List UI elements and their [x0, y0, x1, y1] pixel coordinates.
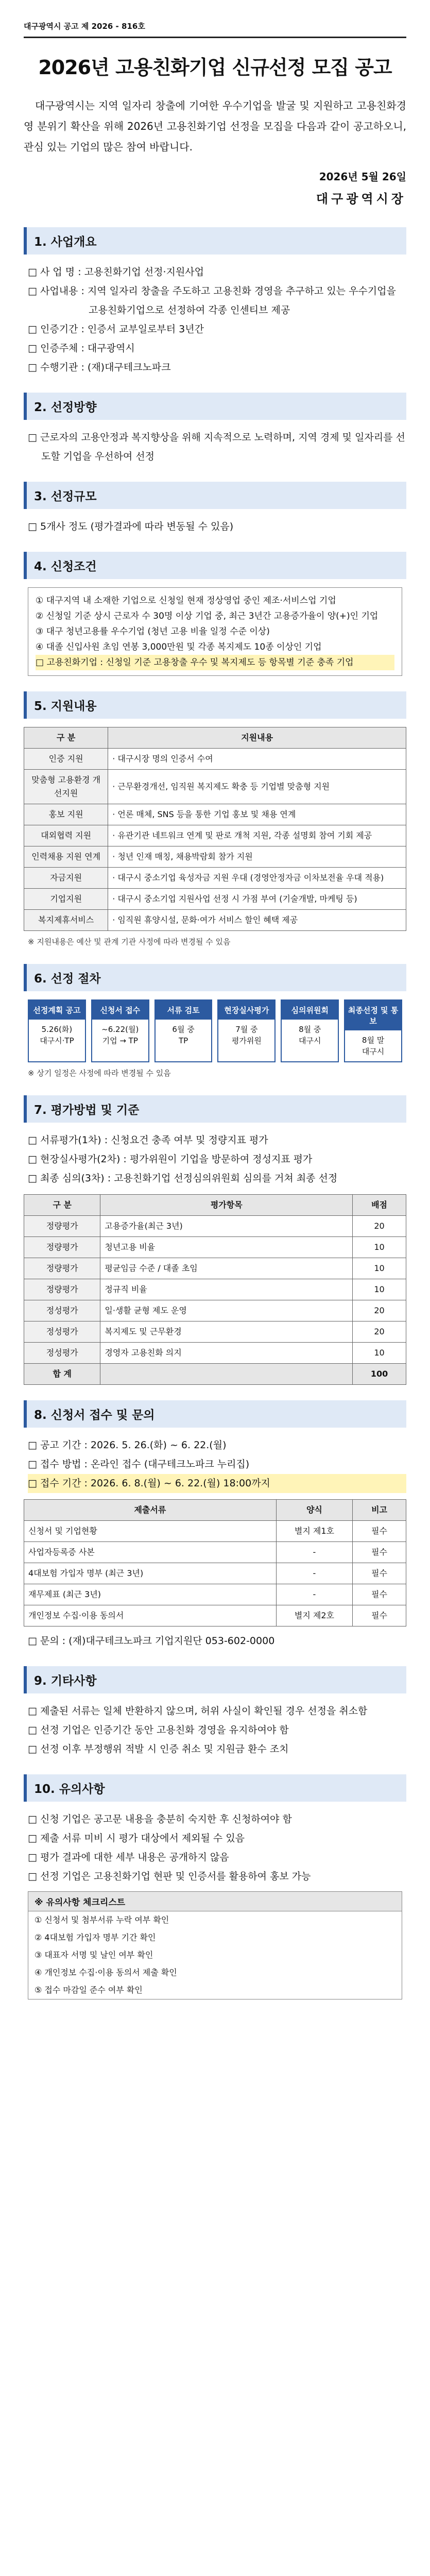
overview-key: □ 인증기간 [28, 324, 78, 335]
support-type: 인증 지원 [24, 749, 108, 770]
section-heading-support: 5. 지원내용 [24, 691, 406, 719]
eval-group: 정량평가 [24, 1258, 100, 1279]
doc-note: 필수 [353, 1563, 406, 1584]
table-row [24, 1521, 406, 1542]
checklist-item: ③ 대표자 서명 및 날인 여부 확인 [35, 1950, 153, 1960]
doc-note: 필수 [353, 1605, 406, 1626]
section-heading-conditions: 4. 신청조건 [24, 552, 406, 579]
procedure-step [344, 999, 402, 1062]
overview-value: : 지역 일자리 창출을 주도하고 고용친화 경영을 추구하고 있는 우수기업을 고용친화기업으로 선정하여 각종 인센티브 제공 [81, 285, 396, 316]
procedure-flow [28, 999, 402, 1062]
support-type: 기업지원 [24, 889, 108, 910]
condition-item: ② 신청일 기준 상시 근로자 수 30명 이상 기업 중, 최근 3년간 고용증가율이 양(+)인 기업 [36, 611, 379, 621]
section-heading-cautions: 10. 유의사항 [24, 1774, 406, 1802]
caution-item: □ 신청 기업은 공고문 내용을 충분히 숙지한 후 신청하여야 함 [28, 1814, 292, 1825]
support-detail: · 언론 매체, SNS 등을 통한 기업 홍보 및 채용 연계 [108, 804, 406, 825]
table-header-cell: 지원내용 [108, 727, 406, 749]
support-type: 맞춤형 고용환경 개선지원 [24, 770, 108, 804]
eval-item: 복지제도 및 근무환경 [100, 1321, 353, 1343]
notice-number: 대구광역시 공고 제 2026 - 816호 [24, 21, 406, 38]
checklist-item: ① 신청서 및 첨부서류 누락 여부 확인 [35, 1915, 169, 1925]
doc-form: - [276, 1563, 352, 1584]
total-score: 100 [353, 1364, 406, 1385]
table-row [24, 846, 406, 868]
eval-group: 정량평가 [24, 1279, 100, 1300]
step-title: 서류 검토 [156, 1001, 212, 1020]
contact-info: □ 문의 : (재)대구테크노파크 기업지원단 053-602-0000 [28, 1635, 275, 1647]
support-detail: · 근무환경개선, 임직원 복지제도 확충 등 기업별 맞춤형 지원 [108, 770, 406, 804]
etc-item: □ 선정 이후 부정행위 적발 시 인증 취소 및 지원금 환수 조치 [28, 1743, 289, 1755]
eval-item: 정규직 비율 [100, 1279, 353, 1300]
section-heading-direction: 2. 선정방향 [24, 393, 406, 420]
eval-score: 10 [353, 1343, 406, 1364]
table-row [24, 1605, 406, 1626]
doc-note: 필수 [353, 1584, 406, 1605]
support-detail: · 청년 인재 매칭, 채용박람회 참가 지원 [108, 846, 406, 868]
procedure-step [91, 999, 149, 1062]
condition-item: ④ 대졸 신입사원 초임 연봉 3,000만원 및 각종 복지제도 10종 이상인 기업 [36, 642, 322, 652]
support-detail: · 대구시 중소기업 육성자금 지원 우대 (경영안정자금 이차보전율 우대 적용) [108, 868, 406, 889]
table-header-cell: 제출서류 [24, 1500, 277, 1521]
eval-score: 10 [353, 1279, 406, 1300]
table-header-cell: 배점 [353, 1195, 406, 1216]
table-row [24, 1542, 406, 1563]
procedure-step [217, 999, 276, 1062]
overview-row [28, 358, 406, 377]
page-title: 2026년 고용친화기업 신규선정 모집 공고 [38, 56, 392, 79]
support-detail: · 유관기관 네트워크 연계 및 판로 개척 지원, 각종 설명회 참여 기회 제공 [108, 825, 406, 846]
eval-group: 정성평가 [24, 1300, 100, 1321]
table-row [24, 1258, 406, 1279]
overview-list [24, 263, 406, 377]
table-header-row [24, 1195, 406, 1216]
section-heading-scale: 3. 선정규모 [24, 482, 406, 509]
support-note: ※ 지원내용은 예산 및 관계 기관 사정에 따라 변경될 수 있음 [28, 937, 231, 946]
checklist-item: ④ 개인정보 수집·이용 동의서 제출 확인 [35, 1968, 177, 1977]
table-row [24, 868, 406, 889]
table-header-cell: 구 분 [24, 1195, 100, 1216]
table-row [24, 910, 406, 931]
eval-item: 경영자 고용친화 의지 [100, 1343, 353, 1364]
procedure-step [154, 999, 213, 1062]
table-row [24, 1584, 406, 1605]
step-detail: 5.26(화) 대구시·TP [40, 1025, 74, 1045]
support-type: 인력채용 지원 연계 [24, 846, 108, 868]
documents-table [24, 1499, 406, 1626]
table-row [24, 1237, 406, 1258]
doc-name: 개인정보 수집·이용 동의서 [24, 1605, 277, 1626]
table-row [24, 749, 406, 770]
table-header-cell: 평가항목 [100, 1195, 353, 1216]
eval-group: 정량평가 [24, 1216, 100, 1237]
table-total-row [24, 1364, 406, 1385]
overview-row [28, 263, 406, 282]
support-type: 홍보 지원 [24, 804, 108, 825]
support-detail: · 대구시 중소기업 지원사업 선정 시 가점 부여 (기술개발, 마케팅 등) [108, 889, 406, 910]
table-row [24, 1279, 406, 1300]
eval-group: 정성평가 [24, 1321, 100, 1343]
overview-row [28, 339, 406, 358]
caution-item: □ 평가 결과에 대한 세부 내용은 공개하지 않음 [28, 1852, 229, 1863]
checklist-item: ⑤ 접수 마감일 준수 여부 확인 [35, 1985, 143, 1995]
section-heading-evaluation: 7. 평가방법 및 기준 [24, 1095, 406, 1123]
eval-score: 10 [353, 1258, 406, 1279]
application-info: □ 공고 기간 : 2026. 5. 26.(화) ~ 6. 22.(월) [28, 1439, 227, 1451]
eval-score: 20 [353, 1216, 406, 1237]
overview-value: : (재)대구테크노파크 [81, 362, 171, 373]
caution-checklist [28, 1891, 402, 1999]
step-title: 선정계획 공고 [29, 1001, 85, 1020]
condition-item: ③ 대구 청년고용률 우수기업 (청년 고용 비율 일정 수준 이상) [36, 626, 270, 637]
step-detail: 7월 중 평가위원 [231, 1025, 262, 1045]
conditions-box [28, 587, 402, 676]
overview-row [28, 282, 406, 320]
checklist-title: ※ 유의사항 체크리스트 [28, 1892, 402, 1911]
step-title: 신청서 접수 [92, 1001, 148, 1020]
evaluation-step: □ 현장실사평가(2차) : 평가위원이 기업을 방문하여 정성지표 평가 [28, 1154, 313, 1165]
etc-item: □ 선정 기업은 인증기간 동안 고용친화 경영을 유지하여야 함 [28, 1724, 289, 1736]
application-info: □ 접수 방법 : 온라인 접수 (대구테크노파크 누리집) [28, 1459, 250, 1470]
doc-name: 신청서 및 기업현황 [24, 1521, 277, 1542]
table-row [24, 889, 406, 910]
support-type: 복지제휴서비스 [24, 910, 108, 931]
intro-paragraph: 대구광역시는 지역 일자리 창출에 기여한 우수기업을 발굴 및 지원하고 고용친화경영 분위기 확산을 위해 2026년 고용친화기업 선정을 모집을 다음과 같이 공고하오니, 관심 있는 기업의 많은 참여 바랍니다. [24, 99, 406, 153]
overview-value: : 고용친화기업 선정·지원사업 [78, 266, 204, 278]
eval-score: 20 [353, 1300, 406, 1321]
table-header-cell: 구 분 [24, 727, 108, 749]
doc-note: 필수 [353, 1521, 406, 1542]
total-empty [100, 1364, 353, 1385]
overview-key: □ 인증주체 [28, 343, 78, 354]
step-title: 최종선정 및 통보 [345, 1001, 401, 1030]
step-detail: 6월 중 TP [172, 1025, 195, 1045]
etc-item: □ 제출된 서류는 일체 반환하지 않으며, 허위 사실이 확인될 경우 선정을 취소함 [28, 1705, 368, 1717]
table-row [24, 1343, 406, 1364]
table-row [24, 804, 406, 825]
condition-item: ① 대구지역 내 소재한 기업으로 신청일 현재 정상영업 중인 제조·서비스업 기업 [36, 596, 336, 606]
doc-form: - [276, 1584, 352, 1605]
eval-item: 일·생활 균형 제도 운영 [100, 1300, 353, 1321]
overview-key: □ 사 업 명 [28, 266, 75, 278]
doc-form: 별지 제1호 [276, 1521, 352, 1542]
eval-item: 고용증가율(최근 3년) [100, 1216, 353, 1237]
checklist-item: ② 4대보험 가입자 명부 기간 확인 [35, 1933, 156, 1942]
overview-value: : 인증서 교부일로부터 3년간 [81, 324, 204, 335]
doc-name: 사업자등록증 사본 [24, 1542, 277, 1563]
table-header-row [24, 1500, 406, 1521]
support-type: 대외협력 지원 [24, 825, 108, 846]
eval-item: 평균임금 수준 / 대졸 초임 [100, 1258, 353, 1279]
eval-score: 10 [353, 1237, 406, 1258]
support-table [24, 727, 406, 931]
direction-text: □ 근로자의 고용안정과 복지향상을 위해 지속적으로 노력하며, 지역 경제 및 일자리를 선도할 기업을 우선하여 선정 [28, 432, 405, 462]
table-header-cell: 양식 [276, 1500, 352, 1521]
step-title: 현장실사평가 [218, 1001, 274, 1020]
eval-item: 청년고용 비율 [100, 1237, 353, 1258]
section-heading-procedure: 6. 선정 절차 [24, 964, 406, 991]
evaluation-step: □ 최종 심의(3차) : 고용친화기업 선정심의위원회 심의를 거쳐 최종 선정 [28, 1173, 338, 1184]
table-row [24, 1321, 406, 1343]
step-title: 심의위원회 [282, 1001, 338, 1020]
caution-item: □ 선정 기업은 고용친화기업 현판 및 인증서를 활용하여 홍보 가능 [28, 1871, 311, 1882]
section-heading-overview: 1. 사업개요 [24, 227, 406, 255]
total-label: 합 계 [24, 1364, 100, 1385]
eval-score: 20 [353, 1321, 406, 1343]
evaluation-table [24, 1194, 406, 1385]
doc-form: 별지 제2호 [276, 1605, 352, 1626]
table-row [24, 1563, 406, 1584]
procedure-step [281, 999, 339, 1062]
step-detail: 8월 말 대구시 [362, 1036, 385, 1056]
overview-value: : 대구광역시 [81, 343, 135, 354]
doc-name: 재무제표 (최근 3년) [24, 1584, 277, 1605]
table-row [24, 825, 406, 846]
section-heading-application: 8. 신청서 접수 및 문의 [24, 1400, 406, 1428]
table-row [24, 1300, 406, 1321]
caution-item: □ 제출 서류 미비 시 평가 대상에서 제외될 수 있음 [28, 1833, 245, 1844]
support-detail: · 임직원 휴양시설, 문화·여가 서비스 할인 혜택 제공 [108, 910, 406, 931]
doc-form: - [276, 1542, 352, 1563]
doc-note: 필수 [353, 1542, 406, 1563]
table-row [24, 1216, 406, 1237]
procedure-step [28, 999, 86, 1062]
overview-key: □ 수행기관 [28, 362, 78, 373]
procedure-note: ※ 상기 일정은 사정에 따라 변경될 수 있음 [28, 1069, 171, 1078]
table-header-row [24, 727, 406, 749]
doc-name: 4대보험 가입자 명부 (최근 3년) [24, 1563, 277, 1584]
step-detail: ~6.22(월) 기업 → TP [101, 1025, 139, 1045]
overview-row [28, 320, 406, 339]
table-header-cell: 비고 [353, 1500, 406, 1521]
table-row [24, 770, 406, 804]
signer: 대구광역시장 [316, 192, 406, 206]
notice-date: 2026년 5월 26일 [319, 171, 406, 183]
eval-group: 정량평가 [24, 1237, 100, 1258]
support-type: 자금지원 [24, 868, 108, 889]
eval-group: 정성평가 [24, 1343, 100, 1364]
condition-summary: □ 고용친화기업 : 신청일 기준 고용창출 우수 및 복지제도 등 항목별 기준 충족 기업 [36, 655, 394, 670]
section-heading-etc: 9. 기타사항 [24, 1666, 406, 1693]
application-deadline: □ 접수 기간 : 2026. 6. 8.(월) ~ 6. 22.(월) 18:00까지 [28, 1474, 406, 1493]
scale-text: □ 5개사 정도 (평가결과에 따라 변동될 수 있음) [28, 521, 234, 532]
support-detail: · 대구시장 명의 인증서 수여 [108, 749, 406, 770]
step-detail: 8월 중 대구시 [298, 1025, 321, 1045]
evaluation-step: □ 서류평가(1차) : 신청요건 충족 여부 및 정량지표 평가 [28, 1134, 268, 1146]
overview-key: □ 사업내용 [28, 285, 78, 297]
